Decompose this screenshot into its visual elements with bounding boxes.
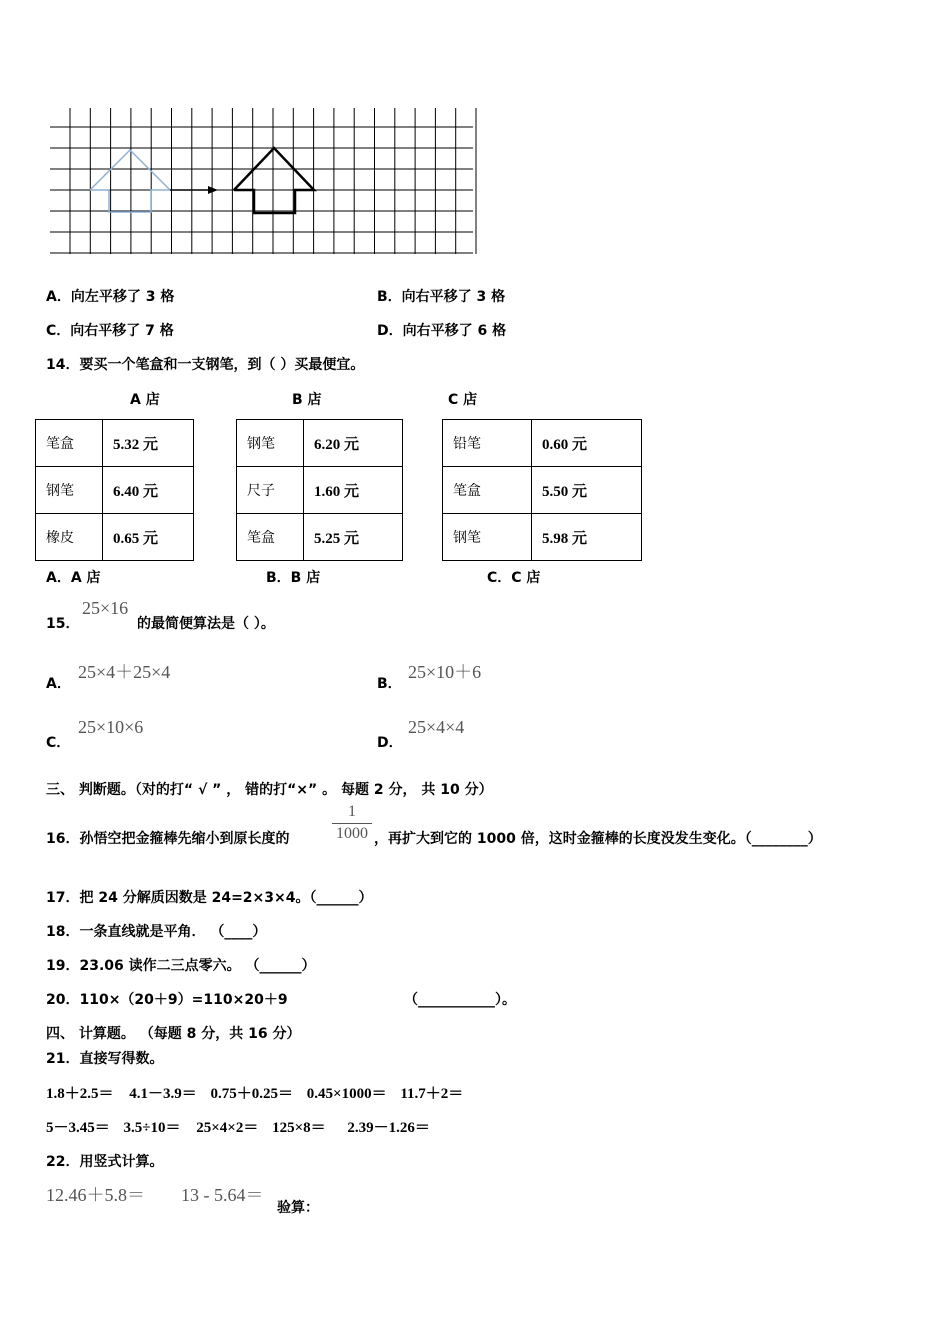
table-row	[36, 467, 194, 514]
option-text: 向右平移了 7 格	[70, 323, 174, 339]
option-letter: B．	[377, 289, 402, 305]
table-row	[237, 514, 403, 561]
shop-c-title: C 店	[448, 392, 478, 408]
q15-option-d-letter[interactable]: D．	[377, 735, 403, 751]
moved-arrow-shape	[234, 148, 314, 213]
q15-option-b-expr: 25×10＋6	[408, 662, 482, 682]
q22-check-label: 验算：	[277, 1200, 319, 1216]
shop-a-price-table	[35, 419, 194, 561]
option-text: 向右平移了 6 格	[402, 323, 507, 339]
table-row	[443, 420, 642, 467]
original-arrow-shape	[90, 150, 170, 212]
price-cell: 0.60 元	[532, 420, 642, 467]
calc-item: 5－3.45＝	[46, 1120, 110, 1136]
translation-arrow-head	[208, 186, 218, 194]
q20-answer-blank[interactable]: （___________）。	[404, 992, 516, 1008]
shop-b-title: B 店	[292, 392, 322, 408]
calc-item: 2.39－1.26＝	[347, 1120, 430, 1136]
q16-after-text: ，再扩大到它的 1000 倍，这时金箍棒的长度没发生变化。（________）	[374, 831, 822, 847]
price-cell: 5.98 元	[532, 514, 642, 561]
item-cell: 笔盒	[237, 514, 304, 561]
grid-lines	[50, 108, 476, 254]
section-4-heading: 四、 计算题。 （每题 8 分，共 16 分）	[46, 1026, 301, 1042]
q15-stem-text: 的最简便算法是（ ）。	[137, 616, 275, 632]
table-row	[443, 514, 642, 561]
table-row	[36, 514, 194, 561]
table-row	[36, 420, 194, 467]
calc-item: 25×4×2＝	[196, 1120, 259, 1136]
q13-option-b[interactable]	[377, 286, 505, 306]
option-letter: A．	[46, 289, 71, 305]
shop-a-title: A 店	[130, 392, 160, 408]
q13-option-c[interactable]	[46, 320, 174, 340]
q14-option-b[interactable]: B．B 店	[266, 570, 321, 586]
option-text: 向右平移了 3 格	[401, 289, 506, 305]
q19: 19．23.06 读作二三点零六。 （______）	[46, 958, 316, 974]
calc-item: 0.45×1000＝	[306, 1086, 387, 1102]
item-cell: 钢笔	[443, 514, 532, 561]
price-cell: 6.20 元	[304, 420, 403, 467]
calc-item: 125×8＝	[272, 1120, 326, 1136]
q22-expression-2: 13 - 5.64＝	[181, 1185, 264, 1205]
price-cell: 5.25 元	[304, 514, 403, 561]
shop-b-price-table	[236, 419, 403, 561]
q15-option-c-expr: 25×10×6	[78, 717, 144, 737]
shop-c-price-table	[442, 419, 642, 561]
calc-item: 0.75＋0.25＝	[210, 1086, 294, 1102]
item-cell: 尺子	[237, 467, 304, 514]
translation-grid-figure	[0, 0, 500, 270]
section-3-heading: 三、 判断题。（对的打“ √ ” ， 错的打“×” 。 每题 2 分， 共 10 分）	[46, 782, 493, 798]
q15-number: 15．	[46, 616, 80, 632]
fraction-numerator: 1	[332, 803, 372, 824]
q13-option-d[interactable]	[377, 320, 506, 340]
option-letter: C．	[46, 323, 71, 339]
q15-option-a-letter[interactable]: A．	[46, 676, 71, 692]
table-row	[443, 467, 642, 514]
item-cell: 笔盒	[443, 467, 532, 514]
calc-item: 3.5÷10＝	[123, 1120, 181, 1136]
price-cell: 6.40 元	[103, 467, 194, 514]
price-cell: 0.65 元	[103, 514, 194, 561]
q16-fraction	[332, 803, 372, 843]
item-cell: 笔盒	[36, 420, 103, 467]
q15-option-d-expr: 25×4×4	[408, 717, 465, 737]
item-cell: 钢笔	[36, 467, 103, 514]
q21-stem: 21．直接写得数。	[46, 1051, 164, 1067]
item-cell: 钢笔	[237, 420, 304, 467]
q17: 17．把 24 分解质因数是 24=2×3×4。（______）	[46, 890, 373, 906]
price-cell: 5.50 元	[532, 467, 642, 514]
item-cell: 铅笔	[443, 420, 532, 467]
q15-option-a-expr: 25×4＋25×4	[78, 662, 171, 682]
fraction-denominator: 1000	[336, 825, 368, 842]
item-cell: 橡皮	[36, 514, 103, 561]
calc-item: 1.8＋2.5＝	[46, 1086, 114, 1102]
q14-option-a[interactable]: A．A 店	[46, 570, 101, 586]
q16-before-text: 16．孙悟空把金箍棒先缩小到原长度的	[46, 831, 290, 847]
q14-stem: 14．要买一个笔盒和一支钢笔，到（ ）买最便宜。	[46, 357, 365, 373]
option-letter: D．	[377, 323, 403, 339]
q20-statement: 20．110×（20＋9）=110×20＋9	[46, 992, 288, 1008]
table-row	[237, 467, 403, 514]
q22-stem: 22．用竖式计算。	[46, 1154, 164, 1170]
q15-expression: 25×16	[82, 598, 129, 618]
table-row	[237, 420, 403, 467]
q13-option-a[interactable]	[46, 286, 174, 306]
calc-item: 4.1－3.9＝	[129, 1086, 197, 1102]
q15-option-c-letter[interactable]: C．	[46, 735, 71, 751]
q21-row-2	[46, 1116, 430, 1137]
q15-option-b-letter[interactable]: B．	[377, 676, 402, 692]
q21-row-1	[46, 1082, 463, 1103]
q18: 18．一条直线就是平角． （____）	[46, 924, 267, 940]
option-text: 向左平移了 3 格	[70, 289, 175, 305]
price-cell: 5.32 元	[103, 420, 194, 467]
calc-item: 11.7＋2＝	[400, 1086, 464, 1102]
q14-option-c[interactable]: C．C 店	[487, 570, 541, 586]
q22-expression-1: 12.46＋5.8＝	[46, 1185, 145, 1205]
price-cell: 1.60 元	[304, 467, 403, 514]
